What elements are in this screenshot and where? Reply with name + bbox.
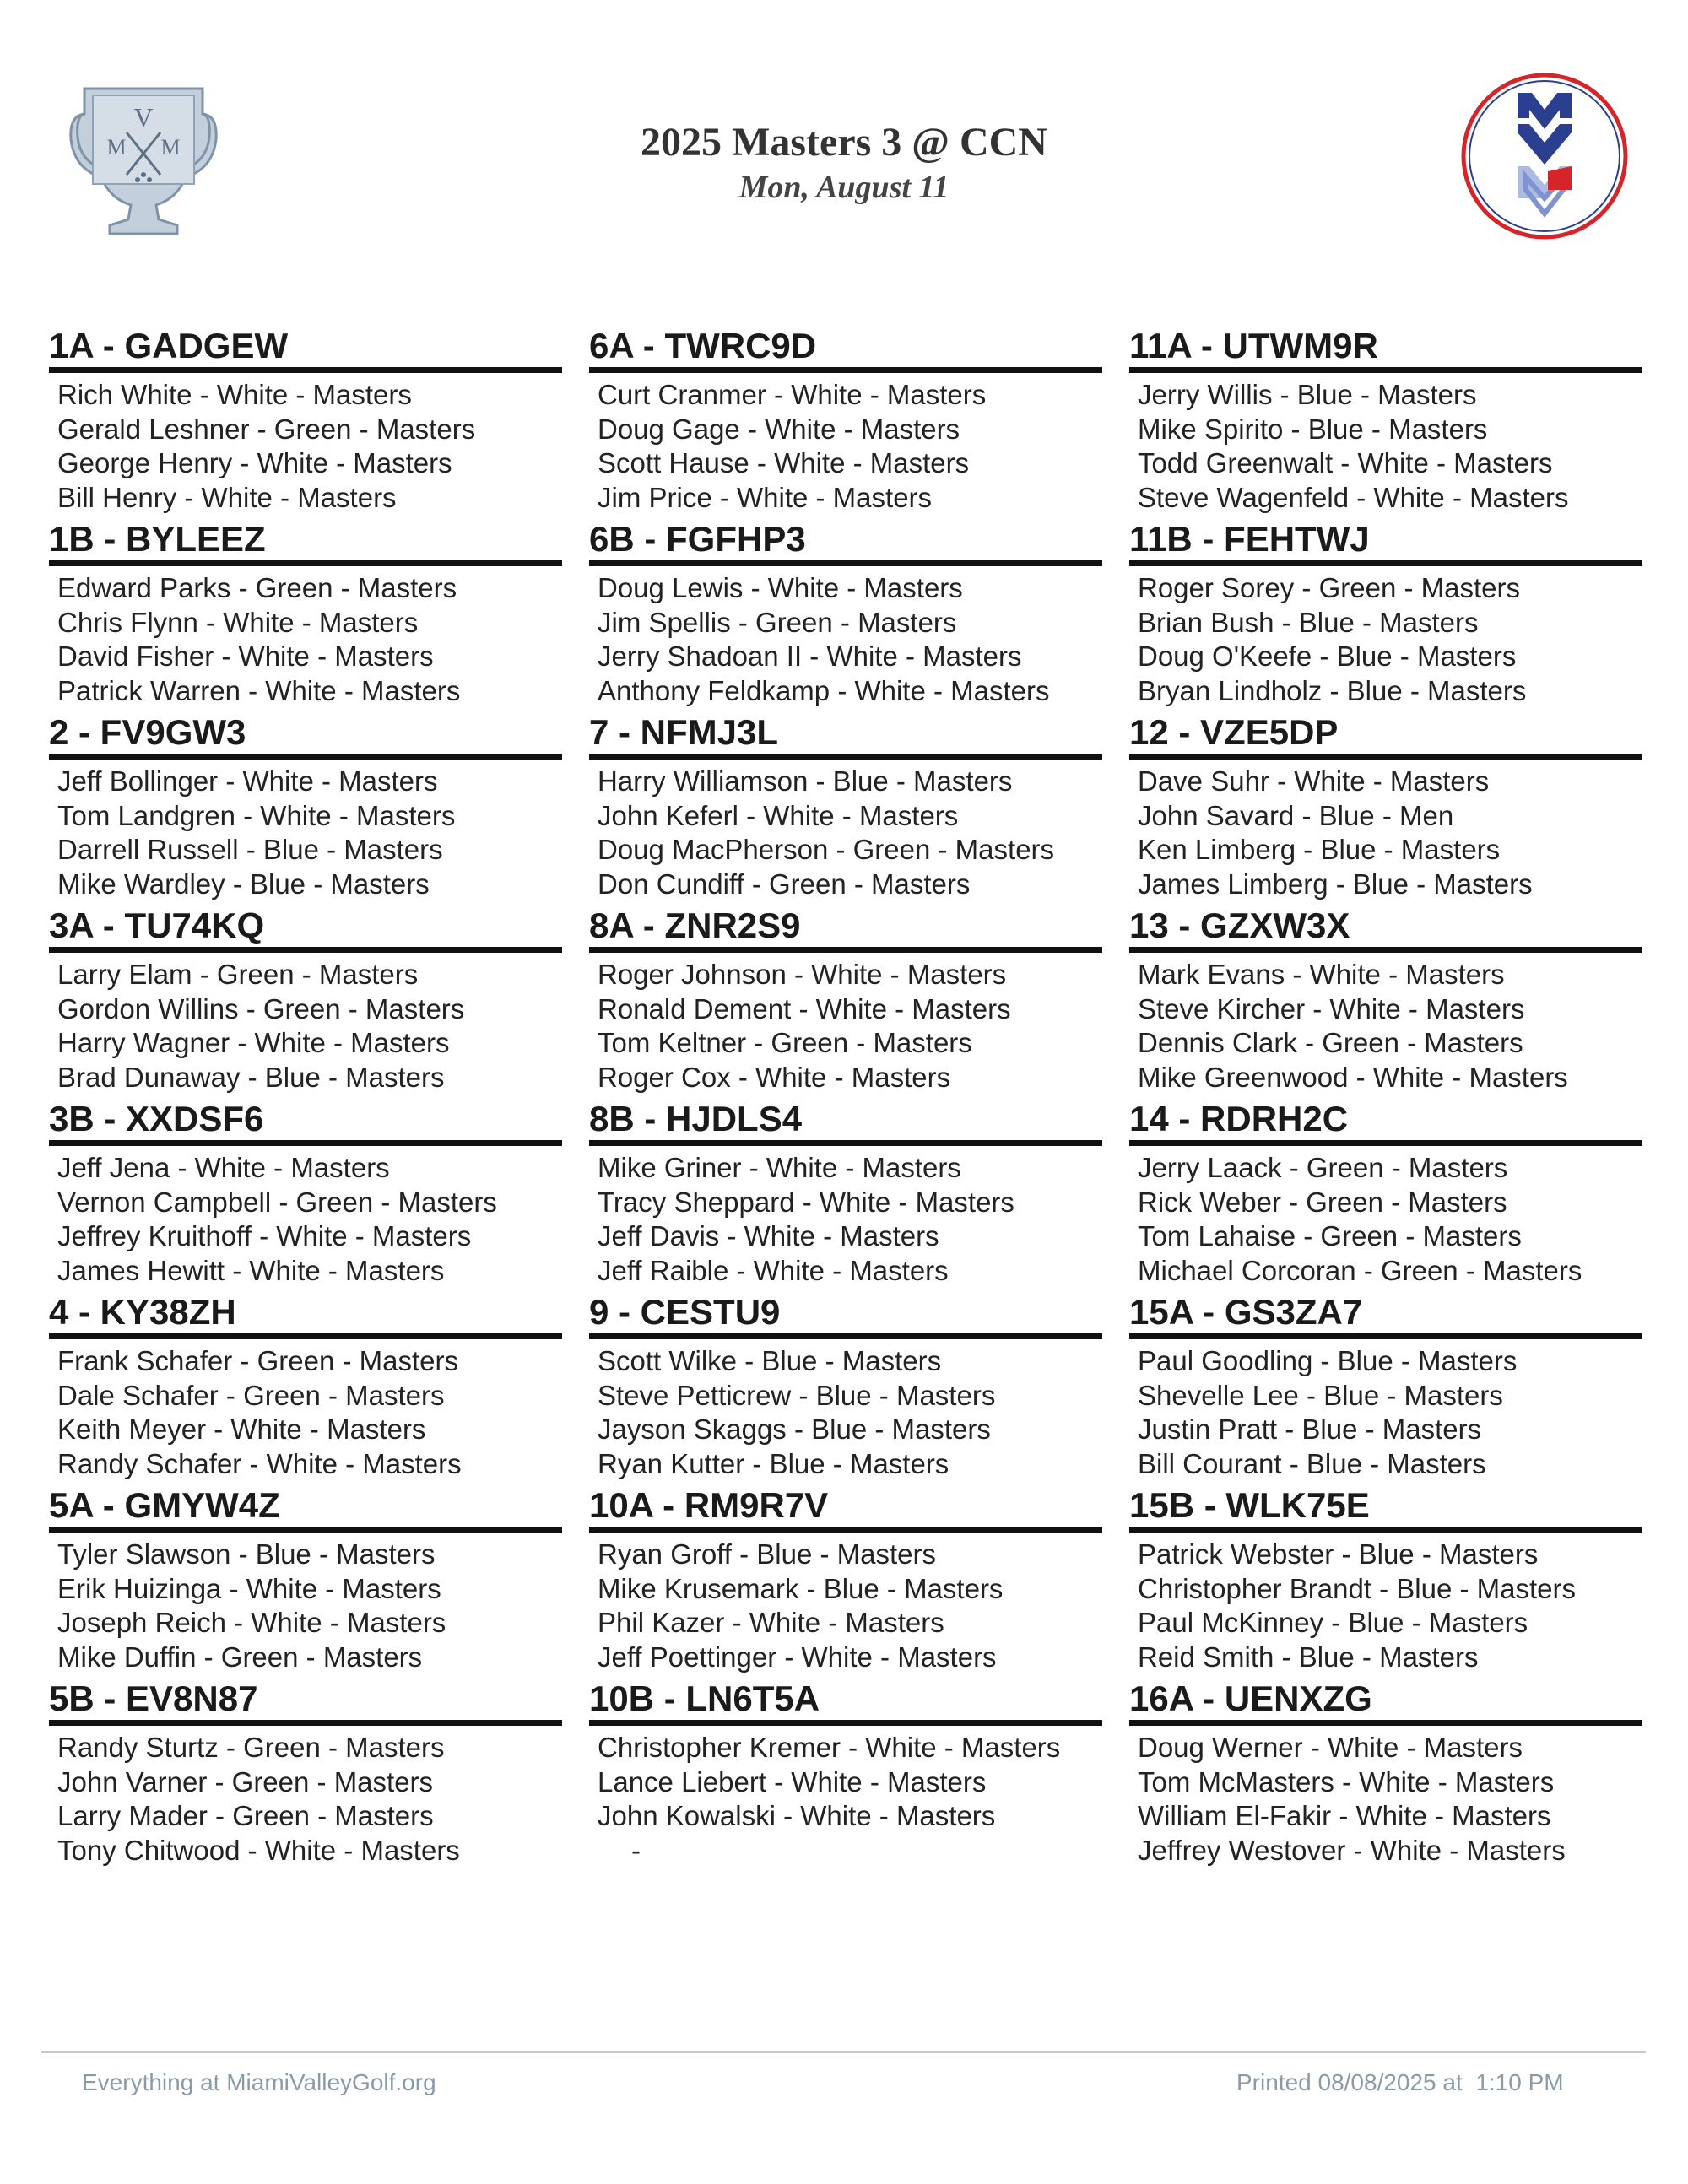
player-entry: Jeffrey Kruithoff - White - Masters (57, 1220, 472, 1251)
masters-trophy-logo (68, 80, 219, 236)
player-entry: Tom Landgren - White - Masters (57, 799, 456, 831)
player-entry: Phil Kazer - White - Masters (598, 1607, 944, 1638)
player-entry: Rick Weber - Green - Masters (1138, 1186, 1507, 1218)
player-list (1129, 760, 1642, 901)
tee-group (589, 711, 1102, 905)
player-entry: Keith Meyer - White - Masters (57, 1414, 426, 1445)
player-entry: Tom Keltner - Green - Masters (598, 1027, 972, 1058)
group-title: 14 - RDRH2C (1129, 1098, 1642, 1146)
pairings-column (589, 325, 1102, 1871)
player-entry: Randy Schafer - White - Masters (57, 1447, 462, 1479)
pairings-grid (49, 325, 1642, 1871)
tee-group (589, 905, 1102, 1098)
player-list (49, 1339, 562, 1481)
player-entry: Mike Krusemark - Blue - Masters (598, 1572, 1004, 1604)
player-entry: Edward Parks - Green - Masters (57, 572, 457, 603)
player-entry: Bill Henry - White - Masters (57, 481, 397, 513)
player-entry: Steve Wagenfeld - White - Masters (1138, 481, 1569, 513)
group-title: 1B - BYLEEZ (49, 518, 562, 566)
player-entry: Roger Johnson - White - Masters (598, 959, 1007, 990)
player-entry: Doug Werner - White - Masters (1138, 1732, 1523, 1763)
tee-group (589, 1098, 1102, 1291)
player-list (1129, 1533, 1642, 1674)
player-entry: Anthony Feldkamp - White - Masters (598, 674, 1050, 706)
player-entry: Patrick Warren - White - Masters (57, 674, 461, 706)
group-title: 10B - LN6T5A (589, 1678, 1102, 1726)
player-entry: Ryan Groff - Blue - Masters (598, 1538, 937, 1570)
player-entry: Jayson Skaggs - Blue - Masters (598, 1414, 991, 1445)
player-entry: Bryan Lindholz - Blue - Masters (1138, 674, 1527, 706)
player-entry: Dale Schafer - Green - Masters (57, 1379, 445, 1411)
group-title: 11B - FEHTWJ (1129, 518, 1642, 566)
svg-text:M: M (106, 135, 127, 159)
player-entry: David Fisher - White - Masters (57, 641, 434, 672)
player-entry: Tony Chitwood - White - Masters (57, 1834, 460, 1866)
player-entry: Michael Corcoran - Green - Masters (1138, 1254, 1582, 1286)
tee-group (1129, 518, 1642, 711)
player-entry: Roger Sorey - Green - Masters (1138, 572, 1520, 603)
player-entry: Mike Greenwood - White - Masters (1138, 1061, 1568, 1093)
group-title: 15B - WLK75E (1129, 1484, 1642, 1533)
pairings-column (1129, 325, 1642, 1871)
player-entry: Brad Dunaway - Blue - Masters (57, 1061, 445, 1093)
tee-group (589, 1291, 1102, 1484)
player-entry: Randy Sturtz - Green - Masters (57, 1732, 445, 1763)
group-title: 8B - HJDLS4 (589, 1098, 1102, 1146)
player-entry: Paul Goodling - Blue - Masters (1138, 1345, 1518, 1376)
player-entry: Jeff Davis - White - Masters (598, 1220, 939, 1251)
group-title: 2 - FV9GW3 (49, 711, 562, 760)
player-list (49, 760, 562, 901)
player-entry: Scott Hause - White - Masters (598, 447, 970, 478)
tee-group (589, 1678, 1102, 1871)
player-entry: John Kowalski - White - Masters (598, 1800, 996, 1831)
player-entry: Tracy Sheppard - White - Masters (598, 1186, 1014, 1218)
player-entry: Don Cundiff - Green - Masters (598, 868, 971, 900)
player-entry: Scott Wilke - Blue - Masters (598, 1345, 942, 1376)
player-entry: Jeff Raible - White - Masters (598, 1254, 949, 1286)
player-entry: Harry Williamson - Blue - Masters (598, 765, 1013, 797)
player-list (49, 1146, 562, 1288)
player-entry: Mike Wardley - Blue - Masters (57, 868, 430, 900)
player-entry: John Savard - Blue - Men (1138, 799, 1454, 831)
player-entry: Steve Petticrew - Blue - Masters (598, 1379, 996, 1411)
player-entry: Tom McMasters - White - Masters (1138, 1765, 1555, 1797)
group-title: 10A - RM9R7V (589, 1484, 1102, 1533)
player-entry: Joseph Reich - White - Masters (57, 1607, 446, 1638)
player-list (49, 566, 562, 708)
player-entry: William El-Fakir - White - Masters (1138, 1800, 1551, 1831)
player-entry-empty: - (631, 1834, 641, 1866)
player-entry: Bill Courant - Blue - Masters (1138, 1447, 1486, 1479)
player-entry: Ronald Dement - White - Masters (598, 992, 1011, 1024)
player-entry: Gerald Leshner - Green - Masters (57, 413, 476, 445)
player-entry: Doug MacPherson - Green - Masters (598, 834, 1055, 865)
group-title: 12 - VZE5DP (1129, 711, 1642, 760)
footer-divider (41, 2051, 1646, 2053)
player-entry: Christopher Brandt - Blue - Masters (1138, 1572, 1577, 1604)
player-list (1129, 953, 1642, 1095)
player-entry: Mark Evans - White - Masters (1138, 959, 1505, 990)
group-title: 6A - TWRC9D (589, 325, 1102, 373)
footer-website: Everything at MiamiValleyGolf.org (82, 2069, 436, 2095)
player-entry: Doug O'Keefe - Blue - Masters (1138, 641, 1517, 672)
player-entry: Paul McKinney - Blue - Masters (1138, 1607, 1528, 1638)
player-entry: Doug Lewis - White - Masters (598, 572, 963, 603)
player-entry: Justin Pratt - Blue - Masters (1138, 1414, 1482, 1445)
group-title: 5A - GMYW4Z (49, 1484, 562, 1533)
player-list (49, 1533, 562, 1674)
mvg-logo (1460, 72, 1629, 241)
player-entry: Chris Flynn - White - Masters (57, 606, 419, 638)
player-list (589, 1146, 1102, 1288)
page-title: 2025 Masters 3 @ CCN (641, 120, 1047, 165)
player-list (589, 953, 1102, 1095)
tee-group (49, 1484, 562, 1678)
player-entry: Darrell Russell - Blue - Masters (57, 834, 443, 865)
player-entry: Tyler Slawson - Blue - Masters (57, 1538, 436, 1570)
player-entry: Gordon Willins - Green - Masters (57, 992, 465, 1024)
player-entry: Todd Greenwalt - White - Masters (1138, 447, 1553, 478)
player-entry: Dennis Clark - Green - Masters (1138, 1027, 1523, 1058)
player-list (1129, 1339, 1642, 1481)
tee-group (49, 711, 562, 905)
player-entry: Harry Wagner - White - Masters (57, 1027, 450, 1058)
player-entry: Jerry Willis - Blue - Masters (1138, 379, 1477, 410)
player-entry: Christopher Kremer - White - Masters (598, 1732, 1061, 1763)
footer-printed-date: Printed 08/08/2025 at 1:10 PM (1236, 2069, 1564, 2095)
player-entry: Mike Duffin - Green - Masters (57, 1641, 423, 1673)
player-list (589, 760, 1102, 901)
tee-group (1129, 1098, 1642, 1291)
player-entry: Patrick Webster - Blue - Masters (1138, 1538, 1539, 1570)
player-entry: James Hewitt - White - Masters (57, 1254, 445, 1286)
player-entry: Doug Gage - White - Masters (598, 413, 960, 445)
player-entry: Jim Spellis - Green - Masters (598, 606, 957, 638)
group-title: 9 - CESTU9 (589, 1291, 1102, 1339)
group-title: 8A - ZNR2S9 (589, 905, 1102, 953)
player-list (49, 1726, 562, 1868)
tee-group (49, 325, 562, 518)
group-title: 5B - EV8N87 (49, 1678, 562, 1726)
player-list (1129, 566, 1642, 708)
player-entry: Jeff Jena - White - Masters (57, 1152, 390, 1183)
player-entry: Jerry Laack - Green - Masters (1138, 1152, 1508, 1183)
player-entry: Tom Lahaise - Green - Masters (1138, 1220, 1522, 1251)
player-list (589, 1726, 1102, 1868)
group-title: 15A - GS3ZA7 (1129, 1291, 1642, 1339)
player-list (1129, 373, 1642, 515)
player-list (589, 1533, 1102, 1674)
tee-group (589, 325, 1102, 518)
player-entry: John Varner - Green - Masters (57, 1765, 434, 1797)
player-entry: Ken Limberg - Blue - Masters (1138, 834, 1501, 865)
player-entry: Jeffrey Westover - White - Masters (1138, 1834, 1566, 1866)
player-list (49, 953, 562, 1095)
player-entry: Frank Schafer - Green - Masters (57, 1345, 458, 1376)
tee-group (1129, 1484, 1642, 1678)
group-title: 6B - FGFHP3 (589, 518, 1102, 566)
tee-group (49, 1098, 562, 1291)
player-entry: Vernon Campbell - Green - Masters (57, 1186, 497, 1218)
player-entry: James Limberg - Blue - Masters (1138, 868, 1533, 900)
tee-group (49, 905, 562, 1098)
player-entry: Jerry Shadoan II - White - Masters (598, 641, 1022, 672)
header (422, 118, 1266, 208)
pairings-column (49, 325, 562, 1871)
group-title: 16A - UENXZG (1129, 1678, 1642, 1726)
group-title: 7 - NFMJ3L (589, 711, 1102, 760)
player-entry: Larry Mader - Green - Masters (57, 1800, 434, 1831)
player-entry: Jeff Bollinger - White - Masters (57, 765, 438, 797)
player-entry: Lance Liebert - White - Masters (598, 1765, 987, 1797)
player-entry: Jeff Poettinger - White - Masters (598, 1641, 997, 1673)
player-entry: Dave Suhr - White - Masters (1138, 765, 1490, 797)
player-entry: Mike Griner - White - Masters (598, 1152, 961, 1183)
player-entry: Erik Huizinga - White - Masters (57, 1572, 441, 1604)
tee-group (49, 1291, 562, 1484)
player-entry: Rich White - White - Masters (57, 379, 412, 410)
player-entry: Ryan Kutter - Blue - Masters (598, 1447, 950, 1479)
player-list (49, 373, 562, 515)
tee-group (1129, 325, 1642, 518)
player-list (1129, 1726, 1642, 1868)
player-list (1129, 1146, 1642, 1288)
player-list (589, 373, 1102, 515)
group-title: 1A - GADGEW (49, 325, 562, 373)
player-entry: Steve Kircher - White - Masters (1138, 992, 1525, 1024)
player-entry: Shevelle Lee - Blue - Masters (1138, 1379, 1503, 1411)
svg-text:M: M (160, 135, 181, 159)
tee-group (589, 1484, 1102, 1678)
group-title: 11A - UTWM9R (1129, 325, 1642, 373)
player-entry: Curt Cranmer - White - Masters (598, 379, 987, 410)
group-title: 3B - XXDSF6 (49, 1098, 562, 1146)
player-entry: Jim Price - White - Masters (598, 481, 933, 513)
player-entry: Mike Spirito - Blue - Masters (1138, 413, 1488, 445)
tee-group (1129, 1678, 1642, 1871)
player-entry: John Keferl - White - Masters (598, 799, 959, 831)
tee-group (1129, 1291, 1642, 1484)
svg-text:V: V (133, 102, 154, 132)
player-entry: Roger Cox - White - Masters (598, 1061, 951, 1093)
tee-group (589, 518, 1102, 711)
player-list (589, 1339, 1102, 1481)
tee-group (49, 518, 562, 711)
player-list (589, 566, 1102, 708)
group-title: 3A - TU74KQ (49, 905, 562, 953)
player-entry: Reid Smith - Blue - Masters (1138, 1641, 1479, 1673)
player-entry: George Henry - White - Masters (57, 447, 452, 478)
page-subtitle: Mon, August 11 (738, 170, 950, 205)
tee-group (1129, 905, 1642, 1098)
group-title: 13 - GZXW3X (1129, 905, 1642, 953)
group-title: 4 - KY38ZH (49, 1291, 562, 1339)
tee-group (1129, 711, 1642, 905)
player-entry: Brian Bush - Blue - Masters (1138, 606, 1479, 638)
player-entry: Larry Elam - Green - Masters (57, 959, 419, 990)
tee-group (49, 1678, 562, 1871)
